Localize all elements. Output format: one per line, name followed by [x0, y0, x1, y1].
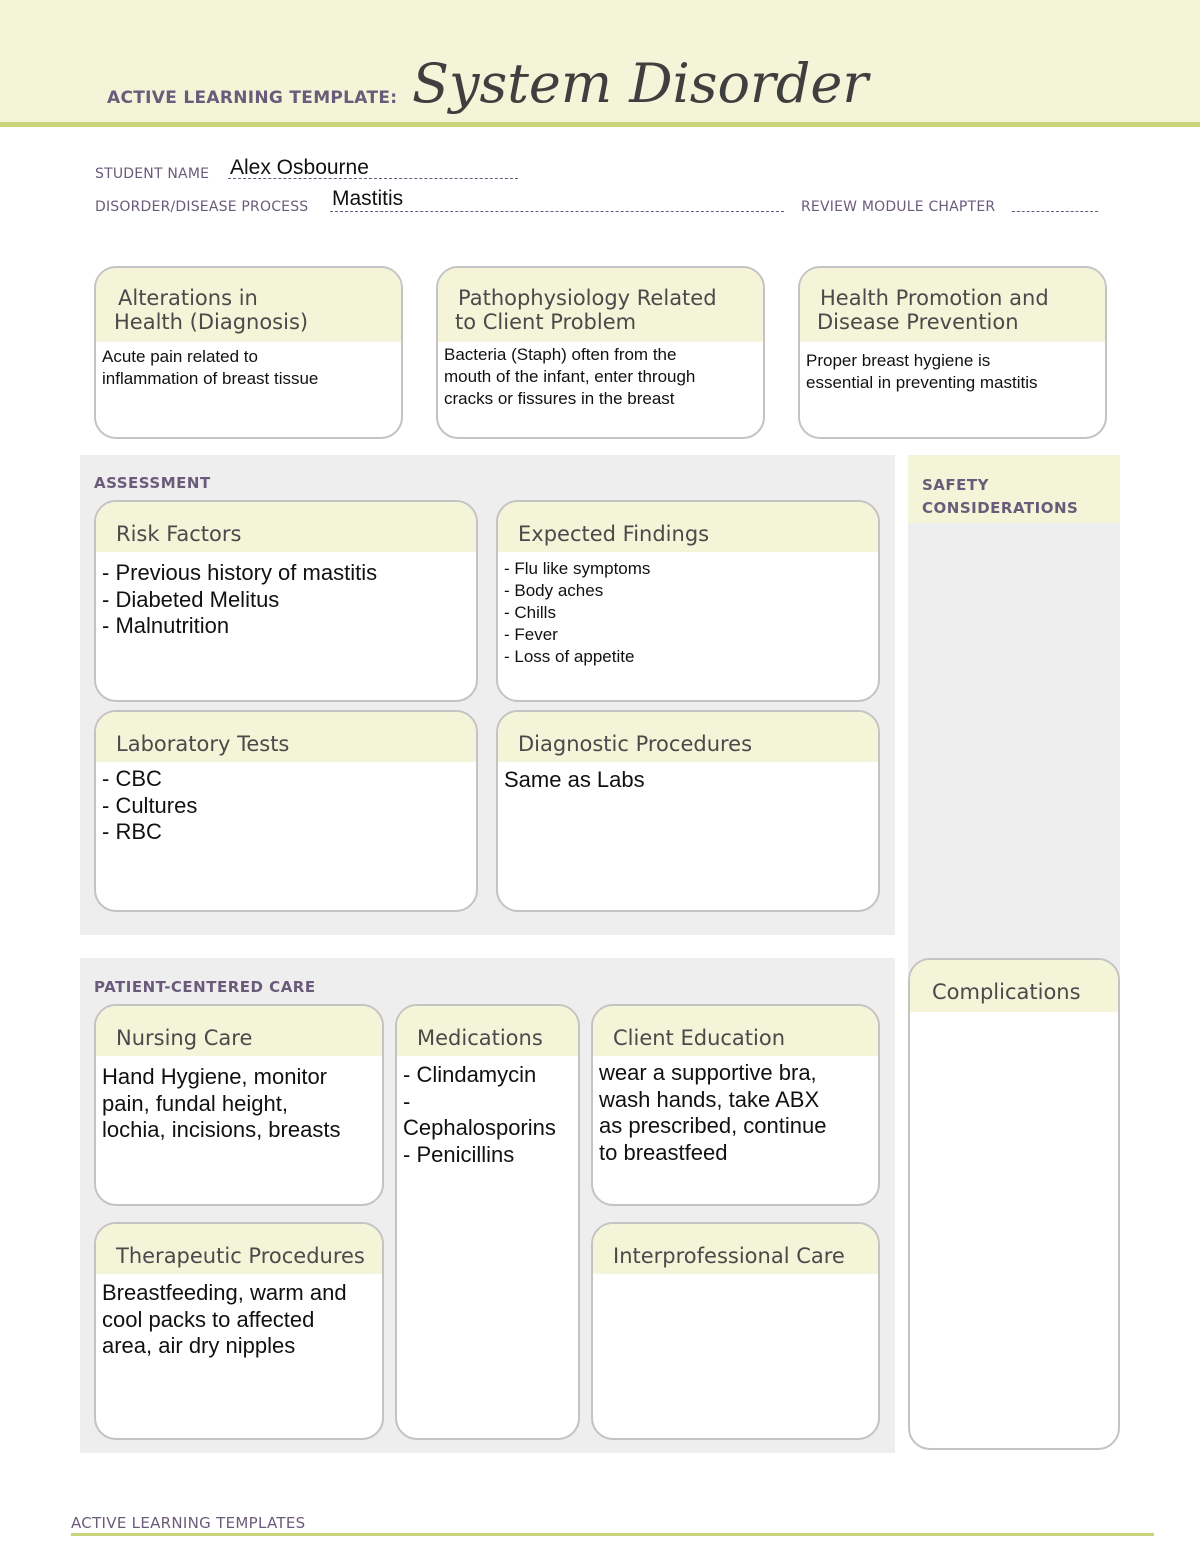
expected-finding-item: - Loss of appetite: [504, 647, 635, 666]
diagnostic-procedures-content[interactable]: [498, 762, 878, 794]
header-rule: [0, 122, 1200, 127]
expected-findings-box: [496, 500, 880, 702]
pathophysiology-line: Bacteria (Staph) often from the: [444, 345, 677, 364]
student-name-field[interactable]: Alex Osbourne: [230, 156, 369, 179]
alterations-title-line2: Health (Diagnosis): [114, 310, 309, 334]
nursing-care-line: pain, fundal height,: [102, 1090, 288, 1116]
risk-factor-item: - Previous history of mastitis: [102, 560, 378, 585]
medications-box: [395, 1004, 580, 1440]
laboratory-tests-box: [94, 710, 478, 912]
pathophysiology-title-line2: to Client Problem: [455, 310, 637, 334]
risk-factor-item: - Diabeted Melitus: [102, 586, 280, 612]
complications-content[interactable]: [910, 1012, 1118, 1442]
medication-item: - Clindamycin: [403, 1062, 537, 1087]
lab-test-item: - Cultures: [102, 792, 198, 818]
expected-findings-title: Expected Findings: [498, 502, 878, 552]
medication-item: Cephalosporins: [403, 1115, 556, 1140]
diagnostic-procedure-item: Same as Labs: [504, 767, 645, 792]
laboratory-tests-content[interactable]: [96, 762, 476, 846]
safety-heading-line1: SAFETY: [922, 476, 989, 494]
pathophysiology-box: [436, 266, 765, 439]
safety-section: [908, 455, 1120, 975]
medications-content[interactable]: [397, 1056, 578, 1168]
expected-findings-content[interactable]: [498, 552, 878, 668]
client-education-line: as prescribed, continue: [599, 1113, 827, 1138]
therapeutic-procedure-line: Breastfeeding, warm and: [102, 1280, 347, 1305]
footer-label: ACTIVE LEARNING TEMPLATES: [71, 1514, 306, 1532]
nursing-care-line: lochia, incisions, breasts: [102, 1117, 341, 1142]
health-promotion-title-line2: Disease Prevention: [817, 310, 1019, 334]
safety-heading: [922, 474, 1078, 520]
health-promotion-title: [800, 268, 1105, 342]
health-promotion-line: Proper breast hygiene is: [806, 351, 991, 370]
alterations-line: Acute pain related to: [102, 347, 258, 366]
pathophysiology-title: [438, 268, 763, 342]
alterations-content[interactable]: [96, 342, 401, 390]
alterations-title-line1: Alterations in: [118, 286, 258, 310]
nursing-care-box: [94, 1004, 384, 1206]
lab-test-item: - CBC: [102, 766, 162, 791]
therapeutic-procedures-box: [94, 1222, 384, 1440]
pathophysiology-content[interactable]: [438, 342, 763, 410]
therapeutic-procedures-title: Therapeutic Procedures: [96, 1224, 382, 1274]
page-title: System Disorder: [412, 52, 869, 115]
therapeutic-procedures-content[interactable]: [96, 1274, 382, 1360]
risk-factors-box: [94, 500, 478, 702]
risk-factors-title: Risk Factors: [96, 502, 476, 552]
disorder-field[interactable]: Mastitis: [332, 187, 404, 210]
assessment-heading: ASSESSMENT: [94, 474, 211, 492]
client-education-line: wear a supportive bra,: [599, 1060, 817, 1085]
pathophysiology-line: cracks or fissures in the breast: [444, 389, 675, 408]
alterations-box: [94, 266, 403, 439]
expected-finding-item: - Flu like symptoms: [504, 559, 651, 578]
client-education-title: Client Education: [593, 1006, 878, 1056]
disorder-label: DISORDER/DISEASE PROCESS: [95, 199, 309, 215]
complications-box: [908, 958, 1120, 1450]
medications-title: Medications: [397, 1006, 578, 1056]
health-promotion-line: essential in preventing mastitis: [806, 373, 1038, 392]
student-name-label: STUDENT NAME: [95, 166, 210, 182]
health-promotion-title-line1: Health Promotion and: [820, 286, 1049, 310]
disorder-line: [330, 211, 784, 212]
pathophysiology-line: mouth of the infant, enter through: [444, 367, 696, 386]
nursing-care-line: Hand Hygiene, monitor: [102, 1064, 328, 1089]
client-education-box: [591, 1004, 880, 1206]
expected-finding-item: - Chills: [504, 603, 556, 622]
therapeutic-procedure-line: cool packs to affected: [102, 1306, 315, 1332]
health-promotion-content[interactable]: [800, 342, 1105, 394]
footer-rule: [71, 1533, 1154, 1536]
alterations-line: inflammation of breast tissue: [102, 369, 319, 388]
nursing-care-title: Nursing Care: [96, 1006, 382, 1056]
alterations-title: [96, 268, 401, 342]
interprofessional-care-title: Interprofessional Care: [593, 1224, 878, 1274]
pathophysiology-title-line1: Pathophysiology Related: [458, 286, 717, 310]
medication-item: - Penicillins: [403, 1141, 515, 1167]
diagnostic-procedures-title: Diagnostic Procedures: [498, 712, 878, 762]
health-promotion-box: [798, 266, 1107, 439]
lab-test-item: - RBC: [102, 819, 162, 844]
client-education-line: to breastfeed: [599, 1139, 728, 1165]
client-education-content[interactable]: [593, 1056, 878, 1166]
interprofessional-care-content[interactable]: [593, 1274, 878, 1434]
expected-finding-item: - Body aches: [504, 581, 604, 600]
nursing-care-content[interactable]: [96, 1056, 382, 1144]
complications-title: Complications: [910, 960, 1118, 1012]
template-label: ACTIVE LEARNING TEMPLATE:: [107, 88, 398, 108]
client-education-line: wash hands, take ABX: [599, 1086, 820, 1112]
patient-care-heading: PATIENT-CENTERED CARE: [94, 978, 316, 996]
diagnostic-procedures-box: [496, 710, 880, 912]
safety-heading-line2: CONSIDERATIONS: [922, 499, 1079, 517]
therapeutic-procedure-line: area, air dry nipples: [102, 1333, 296, 1358]
laboratory-tests-title: Laboratory Tests: [96, 712, 476, 762]
risk-factor-item: - Malnutrition: [102, 613, 230, 638]
risk-factors-content[interactable]: [96, 552, 476, 640]
review-module-label: REVIEW MODULE CHAPTER: [801, 199, 996, 215]
review-module-field[interactable]: [1012, 211, 1098, 212]
medication-item: -: [403, 1088, 411, 1114]
expected-finding-item: - Fever: [504, 625, 558, 644]
interprofessional-care-box: [591, 1222, 880, 1440]
